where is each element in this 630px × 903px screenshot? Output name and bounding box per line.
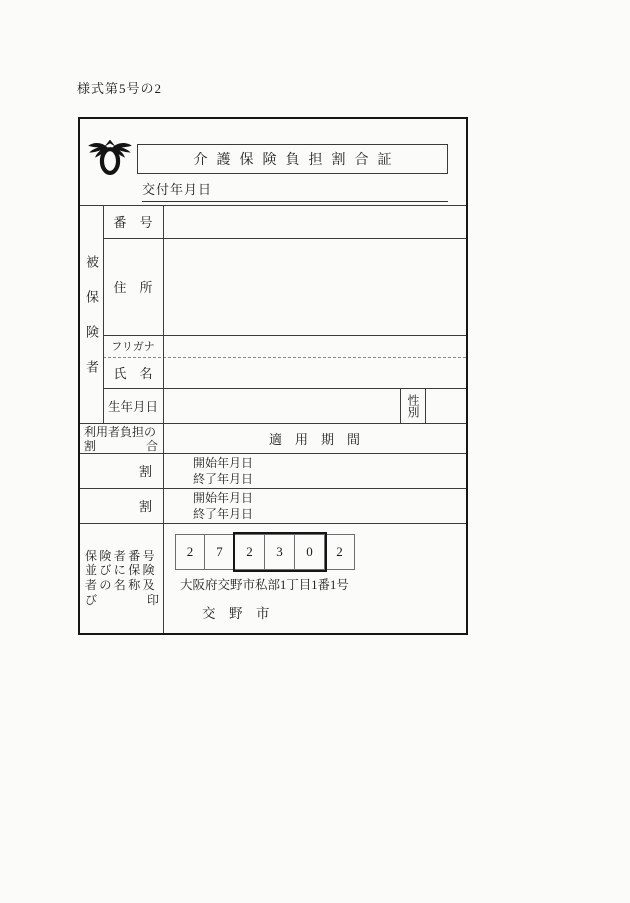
start-date-label: 開始年月日: [193, 455, 254, 470]
birthdate-label: 生年月日: [107, 399, 158, 414]
insurer-number-digit: 7: [205, 534, 235, 570]
end-date-label: 終了年月日: [193, 506, 254, 521]
insurer-label-line3: 者の名称及: [85, 578, 158, 592]
insurer-label-line4: び 印: [85, 592, 159, 607]
certificate-title: 介護保険負担割合証: [193, 153, 401, 168]
insurer-number-digit: 3: [265, 534, 295, 570]
insurer-address: 大阪府交野市私部1丁目1番1号: [180, 578, 349, 592]
insurer-number-digit: 2: [235, 534, 265, 570]
furigana-label: フリガナ: [111, 341, 155, 353]
issue-date-field: [142, 179, 448, 202]
form-code-label: 様式第5号の2: [77, 81, 163, 96]
insurer-city-name: 交 野 市: [202, 606, 270, 621]
insured-section-label: 被保険者: [84, 255, 99, 395]
certificate-title-box: [137, 144, 448, 174]
application-period-label: 適 用 期 間: [268, 431, 360, 447]
insurer-label-line1: 保険者番号: [85, 548, 158, 563]
katano-city-emblem-icon: [87, 137, 133, 179]
insured-address-label: 住 所: [113, 280, 153, 295]
ratio-row-1-dates: [193, 453, 253, 488]
name-label: 氏 名: [113, 366, 153, 381]
sex-label-cell: [400, 388, 425, 423]
ratio-row-1-suffix: 割: [138, 464, 152, 479]
insured-number-label: 番 号: [113, 215, 153, 230]
burden-ratio-header-line1: 利用者負担の: [84, 425, 157, 439]
grid-line: [425, 388, 426, 423]
certificate-form: [78, 117, 468, 635]
sex-label: 性別: [406, 393, 420, 418]
insurer-number-digit: 2: [175, 534, 205, 570]
burden-ratio-header-line2: 割 合: [84, 439, 158, 453]
end-date-label: 終了年月日: [193, 471, 254, 486]
grid-line: [163, 205, 164, 633]
insurer-number-boxes: [175, 534, 355, 570]
start-date-label: 開始年月日: [193, 490, 254, 505]
ratio-row-2-suffix: 割: [138, 499, 152, 514]
issue-date-label: 交付年月日: [142, 182, 213, 197]
burden-ratio-header: [82, 425, 160, 453]
insurer-label-line2: 並びに保険: [85, 563, 158, 578]
ratio-row-2-dates: [193, 488, 253, 523]
insurer-number-digit: 2: [325, 534, 355, 570]
insurer-number-digit: 0: [295, 534, 325, 570]
insurer-label: [85, 523, 159, 633]
